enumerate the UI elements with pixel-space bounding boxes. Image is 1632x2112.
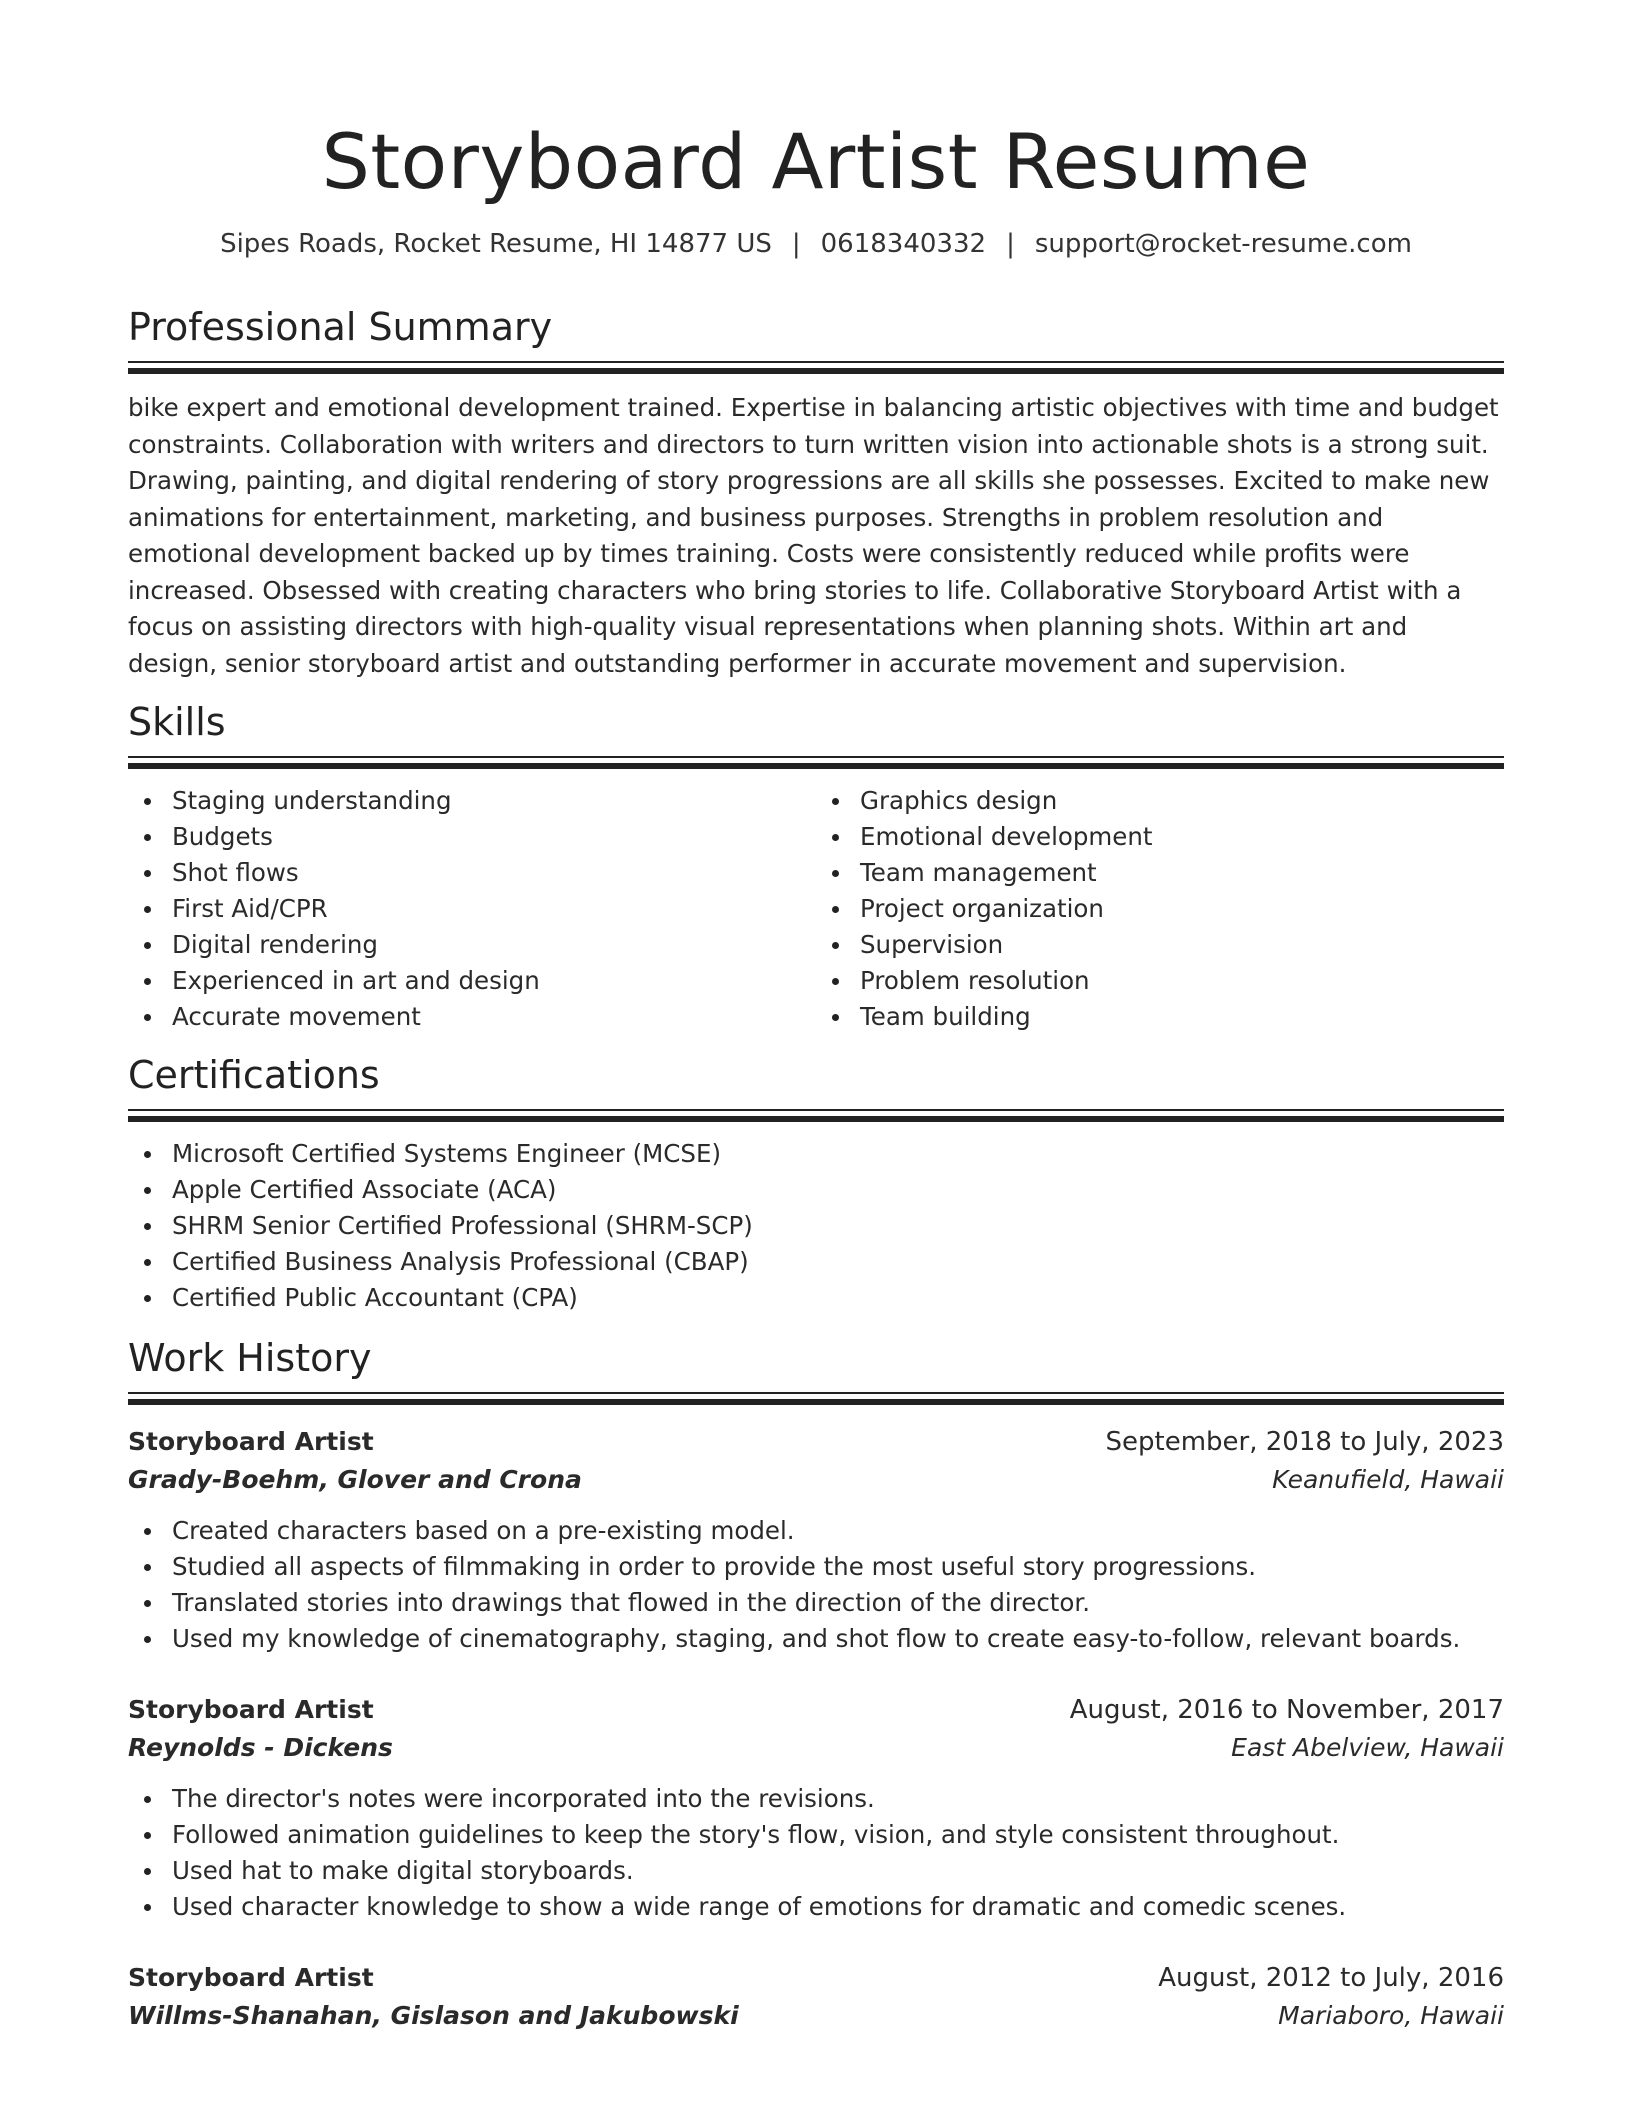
job-duty-item: Followed animation guidelines to keep the story's flow, vision, and style consistent throughout. bbox=[128, 1817, 1504, 1853]
skill-item: Shot flows bbox=[128, 855, 816, 891]
job-header-row bbox=[128, 1691, 1504, 1729]
job-entry bbox=[128, 1423, 1504, 1657]
job-company-row bbox=[128, 1729, 1504, 1767]
skill-item: Experienced in art and design bbox=[128, 963, 816, 999]
certification-item: Apple Certified Associate (ACA) bbox=[128, 1172, 1504, 1208]
skill-item: Digital rendering bbox=[128, 927, 816, 963]
skill-item: Project organization bbox=[816, 891, 1504, 927]
contact-address: Sipes Roads, Rocket Resume, HI 14877 US bbox=[220, 229, 772, 260]
section-divider bbox=[128, 361, 1504, 374]
job-header-row bbox=[128, 1423, 1504, 1461]
skill-item: First Aid/CPR bbox=[128, 891, 816, 927]
job-dates: September, 2018 to July, 2023 bbox=[1105, 1426, 1504, 1457]
skills-section bbox=[128, 702, 1504, 1035]
skill-item: Budgets bbox=[128, 819, 816, 855]
job-entry bbox=[128, 1959, 1504, 2035]
job-company-row bbox=[128, 1461, 1504, 1499]
contact-separator: | bbox=[791, 229, 801, 260]
job-duty-item: Studied all aspects of filmmaking in order to provide the most useful story progressions. bbox=[128, 1549, 1504, 1585]
skill-item: Problem resolution bbox=[816, 963, 1504, 999]
section-divider bbox=[128, 1109, 1504, 1122]
skill-item: Emotional development bbox=[816, 819, 1504, 855]
job-duty-item: Used character knowledge to show a wide range of emotions for dramatic and comedic scenes. bbox=[128, 1889, 1504, 1925]
skills-columns bbox=[128, 783, 1504, 1035]
contact-phone: 0618340332 bbox=[820, 229, 987, 260]
certification-item: Certified Business Analysis Professional (CBAP) bbox=[128, 1244, 1504, 1280]
section-divider bbox=[128, 1392, 1504, 1405]
job-duty-item: The director's notes were incorporated into the revisions. bbox=[128, 1781, 1504, 1817]
contact-separator: | bbox=[1006, 229, 1015, 260]
job-title: Storyboard Artist bbox=[128, 1426, 374, 1456]
certification-item: Microsoft Certified Systems Engineer (MCSE) bbox=[128, 1136, 1504, 1172]
section-heading: Certifications bbox=[128, 1052, 380, 1097]
resume-title: Storyboard Artist Resume bbox=[321, 117, 1311, 206]
certification-item: SHRM Senior Certified Professional (SHRM-SCP) bbox=[128, 1208, 1504, 1244]
job-location: East Abelview, Hawaii bbox=[1231, 1732, 1504, 1762]
job-location: Mariaboro, Hawaii bbox=[1278, 2000, 1504, 2030]
job-duties-list bbox=[128, 1513, 1504, 1657]
summary-section bbox=[128, 307, 1504, 682]
job-company: Grady-Boehm, Glover and Crona bbox=[128, 1464, 582, 1494]
job-location: Keanufield, Hawaii bbox=[1272, 1464, 1504, 1494]
section-divider bbox=[128, 756, 1504, 769]
section-heading: Professional Summary bbox=[128, 305, 553, 350]
job-title: Storyboard Artist bbox=[128, 1962, 374, 1992]
job-company-row bbox=[128, 1997, 1504, 2035]
work-history-section bbox=[128, 1335, 1504, 2035]
section-heading: Work History bbox=[128, 1335, 372, 1380]
contact-line bbox=[128, 229, 1504, 259]
skill-item: Accurate movement bbox=[128, 999, 816, 1035]
contact-email: support@rocket-resume.com bbox=[1034, 229, 1412, 260]
skill-item: Supervision bbox=[816, 927, 1504, 963]
job-entry bbox=[128, 1691, 1504, 1925]
certifications-list bbox=[128, 1136, 1504, 1316]
skill-item: Staging understanding bbox=[128, 783, 816, 819]
section-heading: Skills bbox=[128, 700, 226, 745]
skills-list-right bbox=[816, 783, 1504, 1035]
job-duty-item: Translated stories into drawings that flowed in the direction of the director. bbox=[128, 1585, 1504, 1621]
job-duties-list bbox=[128, 1781, 1504, 1925]
jobs-list bbox=[128, 1423, 1504, 2035]
summary-text: bike expert and emotional development trained. Expertise in balancing artistic objectives with time and budget constraints. Collaboration with writers and directors to turn written vision into actionable shots is a strong suit. Drawing, painting, and digital rendering of story progressions are all skills she possesses. Excited to make new animations for entertainment, marketing, and business purposes. Strengths in problem resolution and emotional development backed up by times training. Costs were consistently reduced while profits were increased. Obsessed with creating characters who bring stories to life. Collaborative Storyboard Artist with a focus on assisting directors with high-quality visual representations when planning shots. Within art and design, senior storyboard artist and outstanding performer in accurate movement and supervision. bbox=[128, 393, 1499, 678]
job-dates: August, 2016 to November, 2017 bbox=[1069, 1694, 1504, 1725]
certifications-section bbox=[128, 1052, 1504, 1316]
job-company: Willms-Shanahan, Gislason and Jakubowski bbox=[128, 2000, 739, 2030]
job-duty-item: Used my knowledge of cinematography, staging, and shot flow to create easy-to-follow, relevant boards. bbox=[128, 1621, 1504, 1657]
job-dates: August, 2012 to July, 2016 bbox=[1158, 1962, 1504, 1993]
certification-item: Certified Public Accountant (CPA) bbox=[128, 1280, 1504, 1316]
job-duty-item: Used hat to make digital storyboards. bbox=[128, 1853, 1504, 1889]
job-title: Storyboard Artist bbox=[128, 1694, 374, 1724]
job-company: Reynolds - Dickens bbox=[128, 1732, 393, 1762]
skill-item: Graphics design bbox=[816, 783, 1504, 819]
skill-item: Team management bbox=[816, 855, 1504, 891]
job-header-row bbox=[128, 1959, 1504, 1997]
skill-item: Team building bbox=[816, 999, 1504, 1035]
skills-list-left bbox=[128, 783, 816, 1035]
job-duty-item: Created characters based on a pre-existing model. bbox=[128, 1513, 1504, 1549]
